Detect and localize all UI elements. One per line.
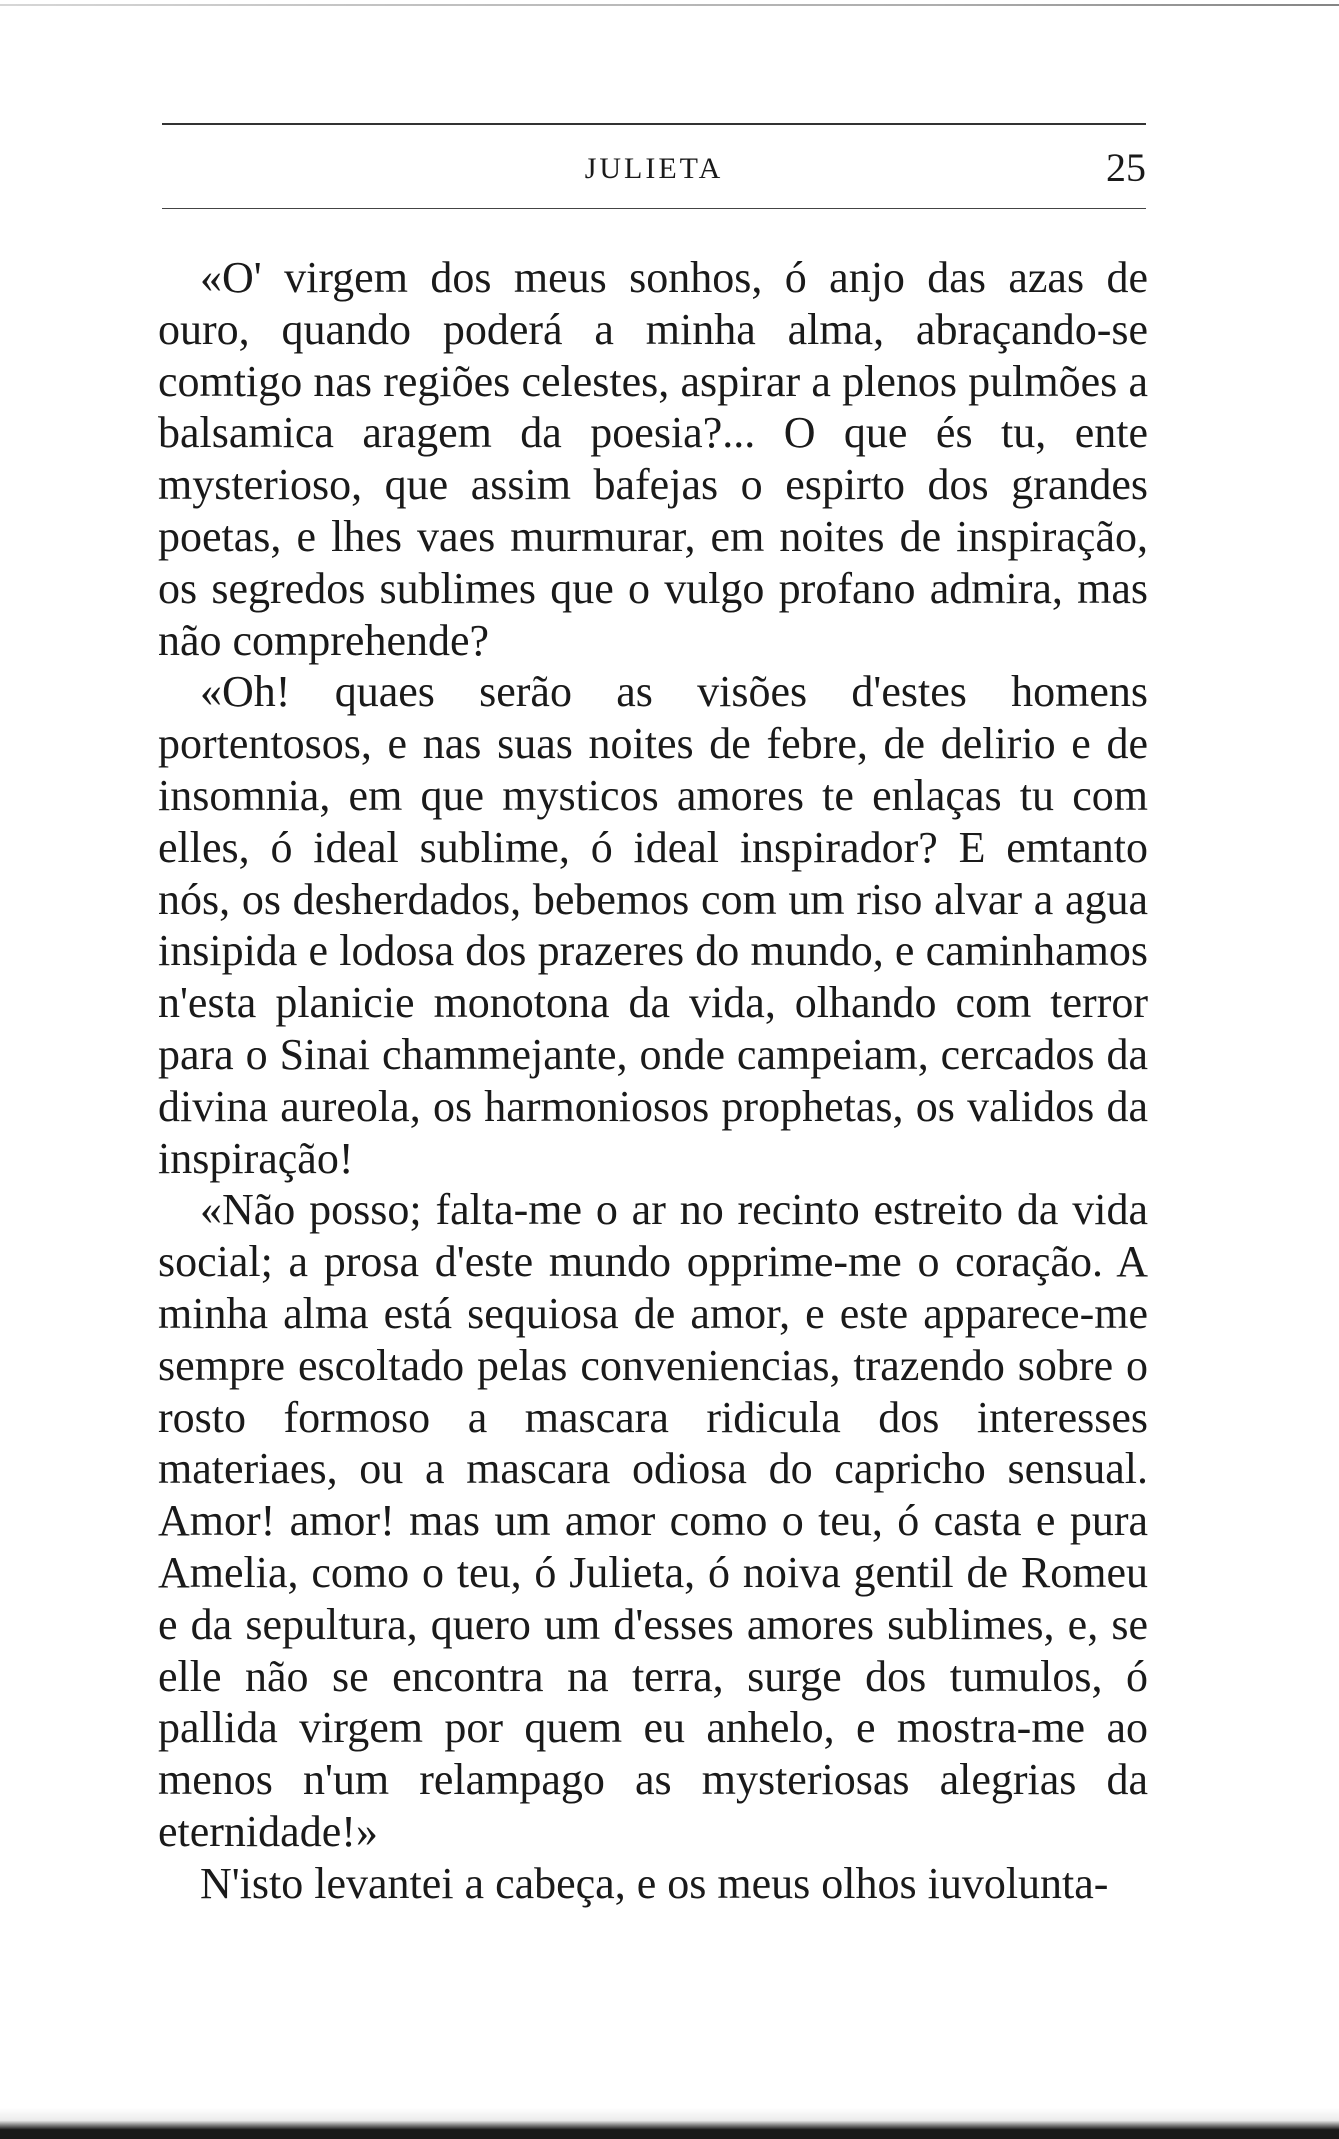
page-top-edge <box>0 4 1339 6</box>
paragraph: «O' virgem dos meus sonhos, ó anjo das azas de ouro, quando poderá a minha alma, abraçando-se comtigo nas regiões celestes, aspirar a plenos pulmões a balsamica aragem da poesia?... O que és tu, ente mysterioso, que assim bafejas o espirto dos grandes poetas, e lhes vaes murmurar, em noites de inspiração, os segredos sublimes que o vulgo profano admira, mas não comprehende? <box>158 253 1148 665</box>
header-top-rule <box>162 123 1146 125</box>
paragraph: «Oh! quaes serão as visões d'estes homens portentosos, e nas suas noites de febre, de delirio e de insomnia, em que mysticos amores te enlaças tu com elles, ó ideal sublime, ó ideal inspirador? E emtanto nós, os desherdados, bebemos com um riso alvar a agua insipida e lodosa dos prazeres do mundo, e caminhamos n'esta planicie monotona da vida, olhando com terror para o Sinai chammejante, onde campeiam, cercados da divina aureola, os harmoniosos prophetas, os validos da inspiração! <box>158 667 1148 1183</box>
header-bottom-rule <box>162 208 1146 209</box>
page-bottom-edge <box>0 2108 1339 2139</box>
page-number: 25 <box>1106 145 1146 190</box>
running-header <box>162 144 1146 194</box>
body-text <box>158 252 1148 1910</box>
running-title: JULIETA <box>584 152 724 185</box>
paragraph: N'isto levantei a cabeça, e os meus olhos iuvolunta- <box>200 1858 1109 1908</box>
paragraph: «Não posso; falta-me o ar no recinto estreito da vida social; a prosa d'este mundo opprime-me o coração. A minha alma está sequiosa de amor, e este apparece-me sempre escoltado pelas conveniencias, trazendo sobre o rosto formoso a mascara ridicula dos interesses materiaes, ou a mascara odiosa do capricho sensual. Amor! amor! mas um amor como o teu, ó casta e pura Amelia, como o teu, ó Julieta, ó noiva gentil de Romeu e da sepultura, quero um d'esses amores sublimes, e, se elle não se encontra na terra, surge dos tumulos, ó pallida virgem por quem eu anhelo, e mostra-me ao menos n'um relampago as mysteriosas alegrias da eternidade!» <box>158 1185 1148 1856</box>
